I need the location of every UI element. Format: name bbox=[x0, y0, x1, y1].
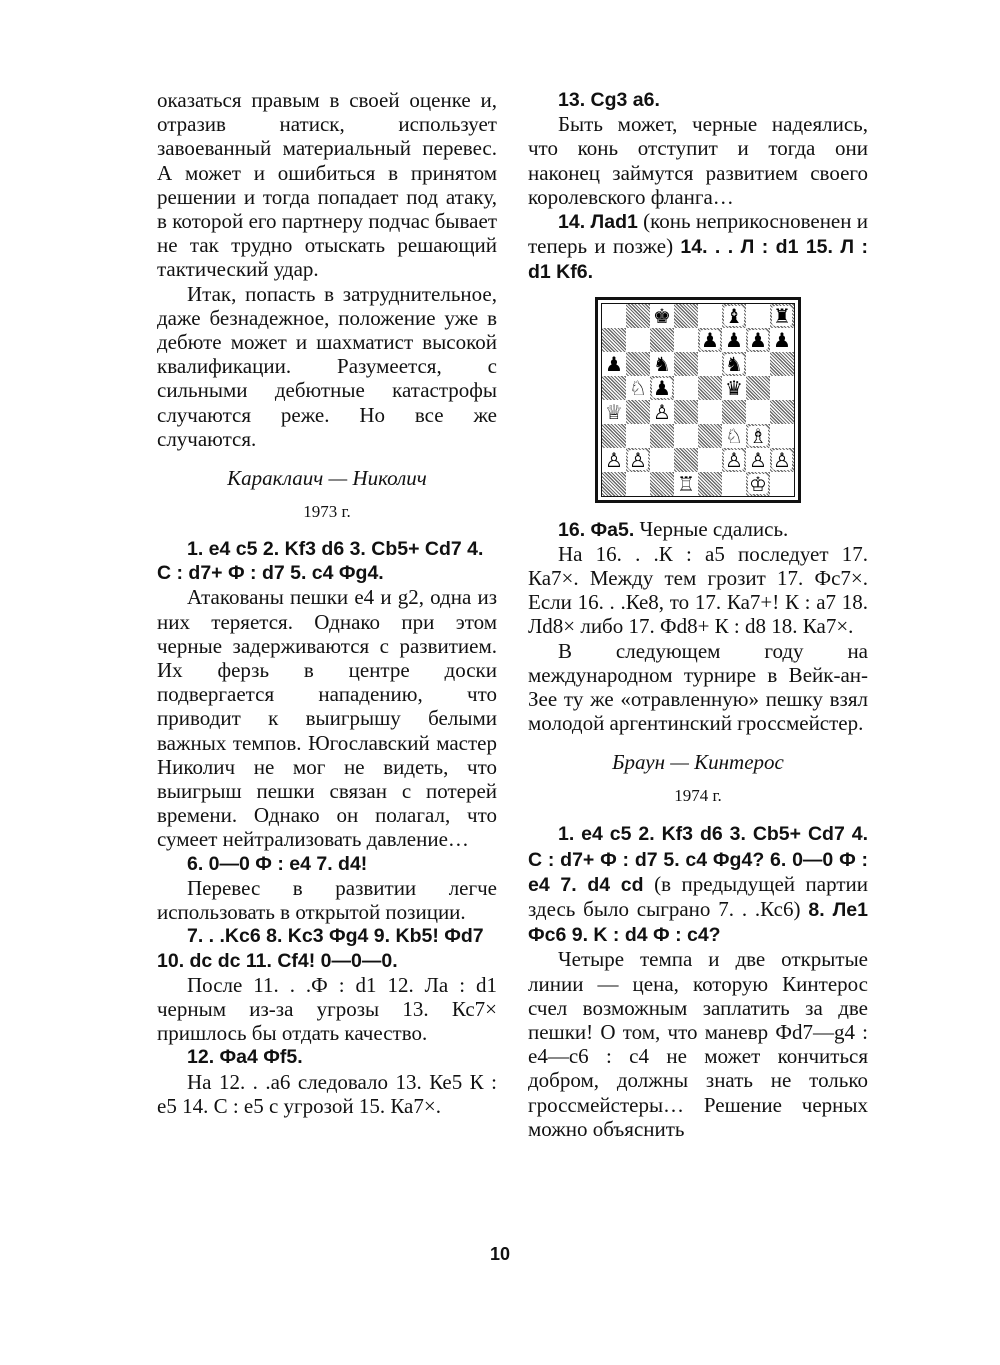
board-square bbox=[650, 352, 674, 376]
chess-piece-icon: ♟ bbox=[701, 327, 719, 352]
board-square bbox=[650, 448, 674, 472]
paragraph bbox=[528, 517, 868, 542]
chess-board bbox=[601, 303, 795, 497]
board-square bbox=[674, 424, 698, 448]
board-square bbox=[650, 328, 674, 352]
chess-piece-icon: ♙ bbox=[653, 399, 671, 424]
board-square bbox=[698, 424, 722, 448]
board-square bbox=[770, 472, 794, 496]
board-square bbox=[674, 400, 698, 424]
board-square bbox=[746, 304, 770, 328]
board-square bbox=[698, 352, 722, 376]
board-square bbox=[626, 352, 650, 376]
paragraph bbox=[528, 821, 868, 947]
chess-piece-icon: ♗ bbox=[749, 423, 767, 448]
game-moves: 1. e4 c5 2. Kf3 d6 3. Cb5+ Cd7 4. C : d7+ Ф : d7 5. c4 Фg4? 6. 0—0 Ф : e4 7. d4 cd bbox=[528, 823, 868, 896]
board-square bbox=[602, 304, 626, 328]
board-square bbox=[626, 448, 650, 472]
board-square bbox=[746, 448, 770, 472]
board-square bbox=[626, 424, 650, 448]
board-square bbox=[650, 304, 674, 328]
board-square bbox=[722, 376, 746, 400]
board-square bbox=[650, 424, 674, 448]
chess-piece-icon: ♛ bbox=[725, 375, 743, 400]
game-moves: 16. Фa5. bbox=[558, 518, 635, 541]
chess-piece-icon: ♙ bbox=[605, 447, 623, 472]
board-square bbox=[746, 328, 770, 352]
board-square bbox=[698, 328, 722, 352]
paragraph: Перевес в развитии легче использовать в открытой позиции. bbox=[157, 875, 497, 925]
board-square bbox=[674, 304, 698, 328]
game-moves: 14. . . Л : d1 15. Л : d1 Kf6. bbox=[528, 236, 868, 284]
board-square bbox=[602, 424, 626, 448]
chess-piece-icon: ♟ bbox=[773, 327, 791, 352]
board-square bbox=[722, 304, 746, 328]
board-square bbox=[674, 376, 698, 400]
board-square bbox=[770, 304, 794, 328]
paragraph bbox=[528, 209, 868, 285]
page-number: 10 bbox=[489, 1244, 511, 1264]
board-square bbox=[770, 424, 794, 448]
board-square bbox=[698, 472, 722, 496]
board-square bbox=[698, 448, 722, 472]
game-heading: Караклаич — Николич bbox=[227, 466, 427, 491]
game-moves: 7. . .Kc6 8. Kc3 Фg4 9. Kb5! Фd7 10. dc dc 11. Cf4! 0—0—0. bbox=[157, 925, 484, 972]
board-square bbox=[698, 376, 722, 400]
board-square bbox=[674, 352, 698, 376]
chess-piece-icon: ♚ bbox=[653, 303, 671, 328]
chess-piece-icon: ♟ bbox=[749, 327, 767, 352]
right-column bbox=[528, 88, 868, 1141]
paragraph: оказаться правым в своей оценке и, отразив натиск, использует завоеванный материальный перевес. А может и ошибиться в принятом решении и тогда попадает под атаку, в которой его партнеру подчас бывает не так трудно отыскать решающий тактический удар. bbox=[157, 88, 497, 282]
chess-piece-icon: ♖ bbox=[677, 471, 695, 496]
board-square bbox=[722, 328, 746, 352]
comment: Черные сдались. bbox=[634, 516, 789, 541]
board-square bbox=[770, 376, 794, 400]
paragraph: На 12. . .а6 следовало 13. Ке5 К : е5 14. С : е5 с угрозой 15. Ка7×. bbox=[157, 1069, 497, 1118]
board-square bbox=[746, 424, 770, 448]
chess-piece-icon: ♙ bbox=[725, 447, 743, 472]
chess-piece-icon: ♟ bbox=[605, 351, 623, 376]
chess-piece-icon: ♞ bbox=[653, 351, 671, 376]
game-moves: 8. Лe1 Фc6 9. K : d4 Ф : c4? bbox=[528, 899, 868, 947]
board-square bbox=[722, 472, 746, 496]
board-square bbox=[602, 400, 626, 424]
chess-piece-icon: ♝ bbox=[725, 303, 743, 328]
board-square bbox=[698, 400, 722, 424]
chess-piece-icon: ♘ bbox=[725, 423, 743, 448]
board-square bbox=[626, 304, 650, 328]
board-square bbox=[602, 376, 626, 400]
left-column bbox=[157, 88, 497, 1118]
board-square bbox=[602, 352, 626, 376]
board-square bbox=[722, 400, 746, 424]
chess-piece-icon: ♙ bbox=[773, 447, 791, 472]
board-square bbox=[722, 424, 746, 448]
board-square bbox=[626, 400, 650, 424]
board-square bbox=[650, 376, 674, 400]
chess-piece-icon: ♔ bbox=[749, 471, 767, 496]
paragraph: После 11. . .Ф : d1 12. Ла : d1 черным из-за угрозы 13. Кс7× пришлось бы отдать качество. bbox=[157, 972, 497, 1046]
board-square bbox=[722, 448, 746, 472]
game-moves: 6. 0—0 Ф : e4 7. d4! bbox=[187, 852, 368, 875]
chess-piece-icon: ♟ bbox=[725, 327, 743, 352]
board-square bbox=[746, 400, 770, 424]
game-moves: 1. e4 c5 2. Kf3 d6 3. Cb5+ Cd7 4. C : d7+ Ф : d7 5. c4 Фg4. bbox=[157, 538, 484, 585]
chess-piece-icon: ♙ bbox=[629, 447, 647, 472]
chess-piece-icon: ♕ bbox=[605, 399, 623, 424]
board-square bbox=[602, 328, 626, 352]
comment: (в предыдущей партии здесь было сыграно 7. . .Кс6) bbox=[528, 871, 868, 922]
board-square bbox=[626, 376, 650, 400]
game-moves: 14. Лad1 bbox=[558, 211, 638, 234]
board-square bbox=[602, 472, 626, 496]
game-moves: 12. Фa4 Фf5. bbox=[187, 1046, 303, 1069]
board-square bbox=[698, 304, 722, 328]
paragraph: Четыре темпа и две открытые линии — цена, которую Кинтерос счел возможным заплатить за две пешки! О том, что маневр Фd7—g4 : е4—с6 : с4 не может кончиться добром, должны знать не только гроссмейстеры… Решение черных можно объяснить bbox=[528, 947, 868, 1141]
board-square bbox=[746, 472, 770, 496]
paragraph: Быть может, черные надеялись, что конь отступит и тогда они наконец займутся развитием своего королевского фланга… bbox=[528, 112, 868, 209]
board-square bbox=[674, 328, 698, 352]
board-square bbox=[770, 328, 794, 352]
paragraph: Атакованы пешки e4 и g2, одна из них теряется. Однако при этом черные задерживаются с развитием. Их ферзь в центре доски подвергается нападению, что приводит к выигрышу белыми важных темпов. Югославский мастер Николич не мог не видеть, что выигрыш пешки связан с потерей времени. Однако он полагал, что сумеет нейтрализовать давление… bbox=[157, 585, 497, 852]
chess-piece-icon: ♞ bbox=[725, 351, 743, 376]
board-square bbox=[770, 352, 794, 376]
board-square bbox=[722, 352, 746, 376]
game-heading: Браун — Кинтерос bbox=[612, 750, 784, 775]
game-moves: 13. Cg3 a6. bbox=[558, 89, 660, 111]
board-square bbox=[770, 400, 794, 424]
board-square bbox=[746, 376, 770, 400]
paragraph: Итак, попасть в затруднительное, даже безнадежное, положение уже в дебюте может и шахматист высокой квалификации. Разумеется, с сильными дебютные катастрофы случаются реже. Но все же случаются. bbox=[157, 281, 497, 451]
board-square bbox=[770, 448, 794, 472]
paragraph: В следующем году на международном турнире в Вейк-ан-Зее ту же «отравленную» пешку взял молодой аргентинский гроссмейстер. bbox=[528, 638, 868, 736]
board-square bbox=[626, 472, 650, 496]
chess-diagram bbox=[595, 297, 801, 503]
chess-piece-icon: ♟ bbox=[653, 375, 671, 400]
board-square bbox=[602, 448, 626, 472]
board-square bbox=[650, 472, 674, 496]
board-square bbox=[650, 400, 674, 424]
comment: (конь неприкосновенен и теперь и позже) bbox=[528, 209, 868, 259]
game-year: 1974 г. bbox=[674, 786, 722, 806]
chess-piece-icon: ♜ bbox=[773, 303, 791, 328]
paragraph: На 16. . .К : а5 последует 17. Ка7×. Между тем грозит 17. Фс7×. Если 16. . .Ке8, то 17. Ка7+! К : а7 18. Лd8× либо 17. Фd8+ К : d8 18. Ка7×. bbox=[528, 541, 868, 639]
board-square bbox=[626, 328, 650, 352]
board-square bbox=[746, 352, 770, 376]
board-square bbox=[674, 448, 698, 472]
chess-piece-icon: ♙ bbox=[749, 447, 767, 472]
game-year: 1973 г. bbox=[303, 502, 351, 522]
chess-piece-icon: ♘ bbox=[629, 375, 647, 400]
board-square bbox=[674, 472, 698, 496]
